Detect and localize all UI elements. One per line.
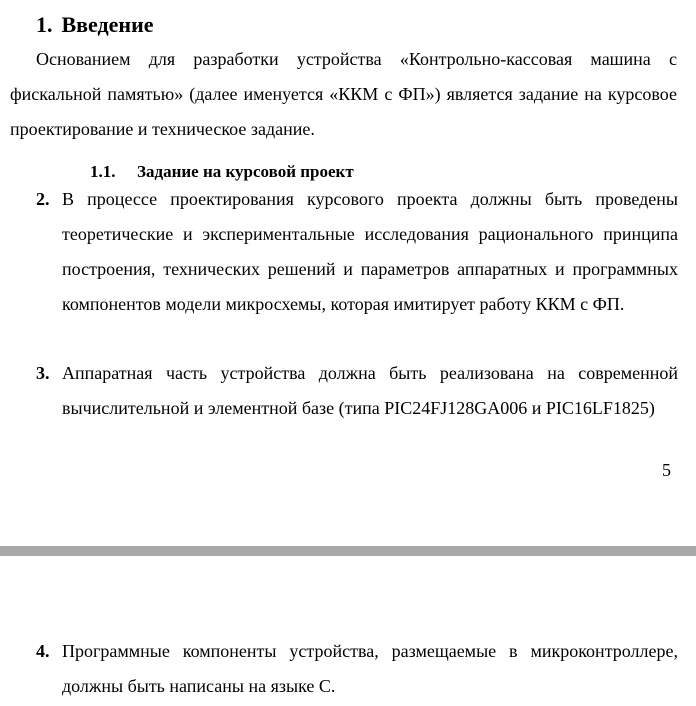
- list-item-number: 2.: [36, 189, 50, 209]
- section-heading: [36, 12, 154, 38]
- section-number: 1.: [36, 12, 53, 37]
- list-item: [36, 356, 678, 426]
- page-separator: [0, 546, 696, 556]
- intro-paragraph: Основанием для разработки устройства «Контрольно-кассовая машина с фискальной памятью» (далее именуется «ККМ с ФП») является задание на курсовое проектирование и техническое задание.: [10, 49, 677, 139]
- list-item-number: 3.: [36, 363, 50, 383]
- list-item-text: В процессе проектирования курсового проекта должны быть проведены теоретические и экспериментальные исследования рационального принципа построения, технических решений и параметров аппаратных и программных компонентов модели микросхемы, которая имитирует работу ККМ с ФП.: [62, 189, 678, 314]
- list-item-text: Аппаратная часть устройства должна быть реализована на современной вычислительной и элементной базе (типа PIC24FJ128GA006 и PIC16LF1825): [62, 363, 678, 418]
- page-number: 5: [662, 460, 671, 480]
- list-item-number: 4.: [36, 641, 50, 661]
- section-title: Введение: [61, 12, 154, 37]
- document-page-2: [0, 556, 696, 706]
- subsection-heading: [90, 162, 354, 182]
- list-item-text: Программные компоненты устройства, размещаемые в микроконтроллере, должны быть написаны на языке С.: [62, 641, 678, 696]
- subsection-number: 1.1.: [90, 162, 116, 181]
- list-item: [36, 634, 678, 704]
- list-item: [36, 182, 678, 322]
- subsection-title: Задание на курсовой проект: [137, 162, 354, 181]
